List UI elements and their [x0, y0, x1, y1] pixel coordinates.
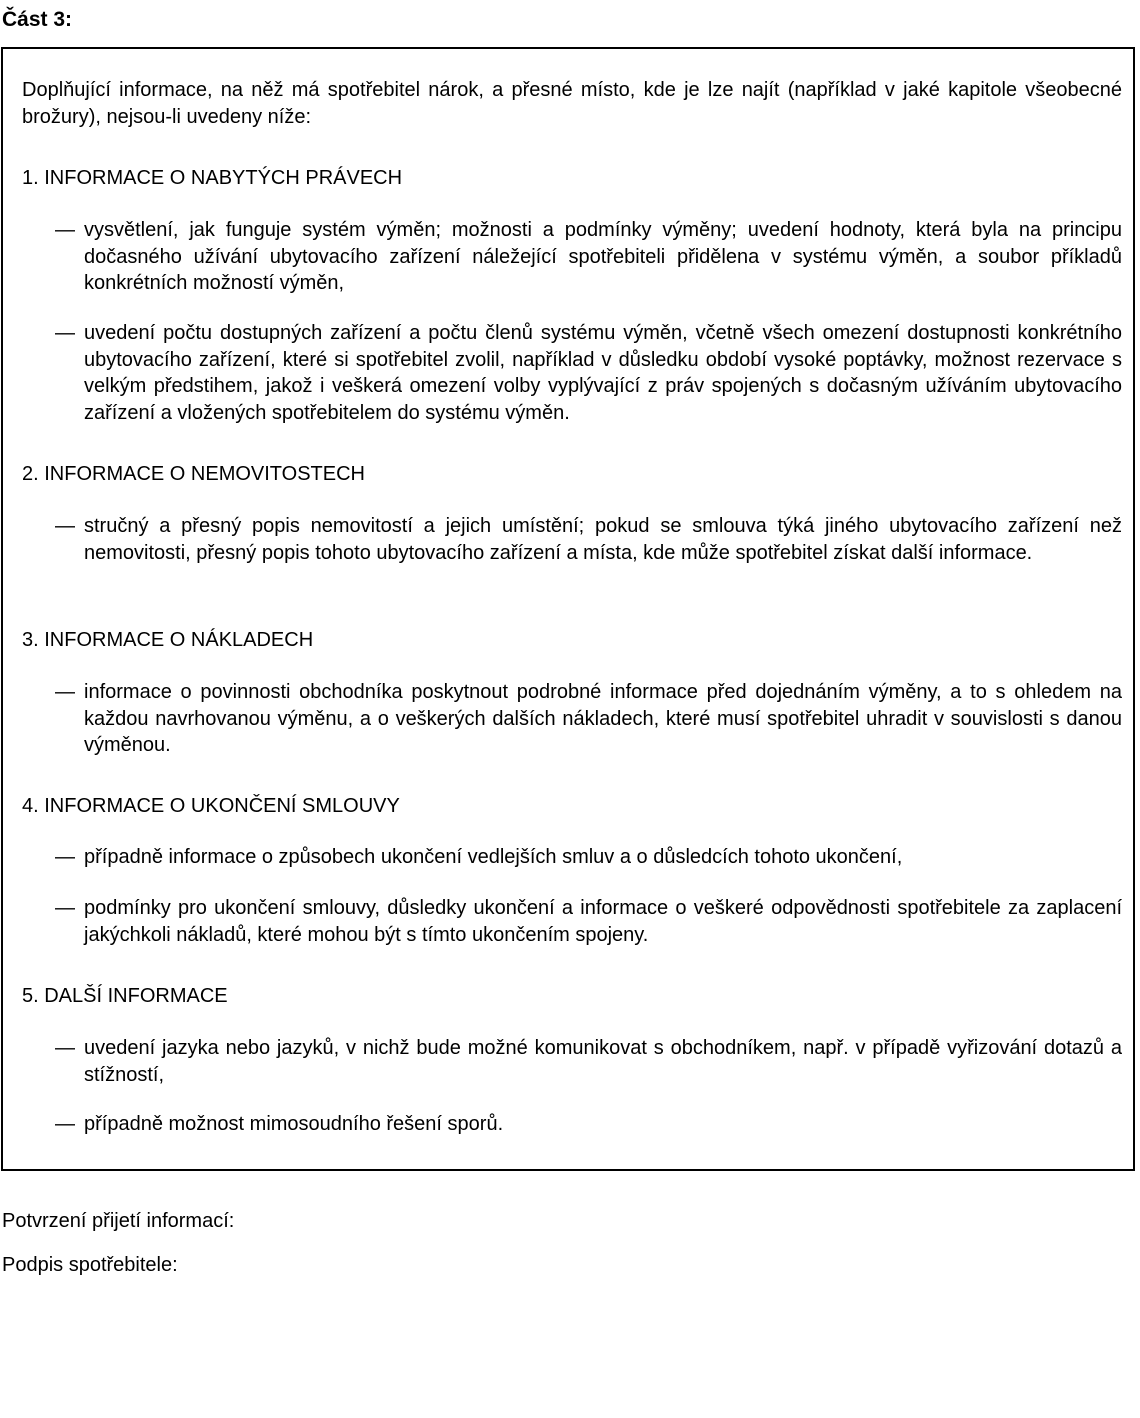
dash-marker: — [55, 219, 75, 241]
list-item [55, 844, 1122, 871]
dash-marker: — [55, 322, 75, 344]
intro-paragraph: Doplňující informace, na něž má spotřebitel nárok, a přesné místo, kde je lze najít (například v jaké kapitole všeobecné brožury), nejsou-li uvedeny níže: [22, 79, 1122, 128]
list-item [55, 217, 1122, 297]
list-item [55, 895, 1122, 948]
section-heading-rights: 1. INFORMACE O NABYTÝCH PRÁVECH [22, 167, 403, 189]
part-title: Část 3: [2, 8, 73, 31]
dash-marker: — [55, 1037, 75, 1059]
list-item [55, 679, 1122, 759]
list-item [55, 1111, 1122, 1138]
list-item-text: případně možnost mimosoudního řešení sporů. [84, 1113, 504, 1135]
list-item-text: uvedení počtu dostupných zařízení a počtu členů systému výměn, včetně všech omezení dostupnosti konkrétního ubytovacího zařízení, které si spotřebitel zvolil, například v důsledku období vysoké poptávky, možnost rezervace s velkým předstihem, jakož i veškerá omezení volby vyplývající z práv spojených s dočasným užíváním ubytovacího zařízení a vložených spotřebitelem do systému výměn. [84, 322, 1122, 424]
list-item-text: vysvětlení, jak funguje systém výměn; možnosti a podmínky výměny; uvedení hodnoty, která byla na principu dočasného užívání ubytovacího zařízení náležející spotřebiteli přidělena v systému výměn, a soubor příkladů konkrétních možností výměn, [84, 219, 1122, 294]
dash-marker: — [55, 1113, 75, 1135]
consumer-signature-label: Podpis spotřebitele: [2, 1254, 178, 1276]
section-heading-other: 5. DALŠÍ INFORMACE [22, 985, 228, 1007]
list-item [55, 1035, 1122, 1088]
list-item-text: informace o povinnosti obchodníka poskytnout podrobné informace před dojednáním výměny, a to s ohledem na každou navrhovanou výměnu, a o veškerých dalších nákladech, které musí spotřebitel uhradit v souvislosti s danou výměnou. [84, 681, 1122, 756]
receipt-confirmation-label: Potvrzení přijetí informací: [2, 1210, 235, 1232]
section-heading-termination: 4. INFORMACE O UKONČENÍ SMLOUVY [22, 795, 400, 817]
dash-marker: — [55, 681, 75, 703]
list-item [55, 320, 1122, 426]
list-item-text: stručný a přesný popis nemovitostí a jejich umístění; pokud se smlouva týká jiného ubytovacího zařízení než nemovitosti, přesný popis tohoto ubytovacího zařízení a místa, kde může spotřebitel získat další informace. [84, 515, 1122, 564]
list-item-text: podmínky pro ukončení smlouvy, důsledky ukončení a informace o veškeré odpovědnosti spotřebitele za zaplacení jakýchkoli nákladů, které mohou být s tímto ukončením spojeny. [84, 897, 1122, 946]
section-heading-costs: 3. INFORMACE O NÁKLADECH [22, 629, 314, 651]
section-heading-properties: 2. INFORMACE O NEMOVITOSTECH [22, 463, 365, 485]
dash-marker: — [55, 846, 75, 868]
list-item-text: uvedení jazyka nebo jazyků, v nichž bude možné komunikovat s obchodníkem, např. v případě vyřizování dotazů a stížností, [84, 1037, 1122, 1086]
dash-marker: — [55, 515, 75, 537]
list-item [55, 513, 1122, 566]
information-box [1, 47, 1135, 1171]
dash-marker: — [55, 897, 75, 919]
list-item-text: případně informace o způsobech ukončení vedlejších smluv a o důsledcích tohoto ukončení, [84, 846, 903, 868]
